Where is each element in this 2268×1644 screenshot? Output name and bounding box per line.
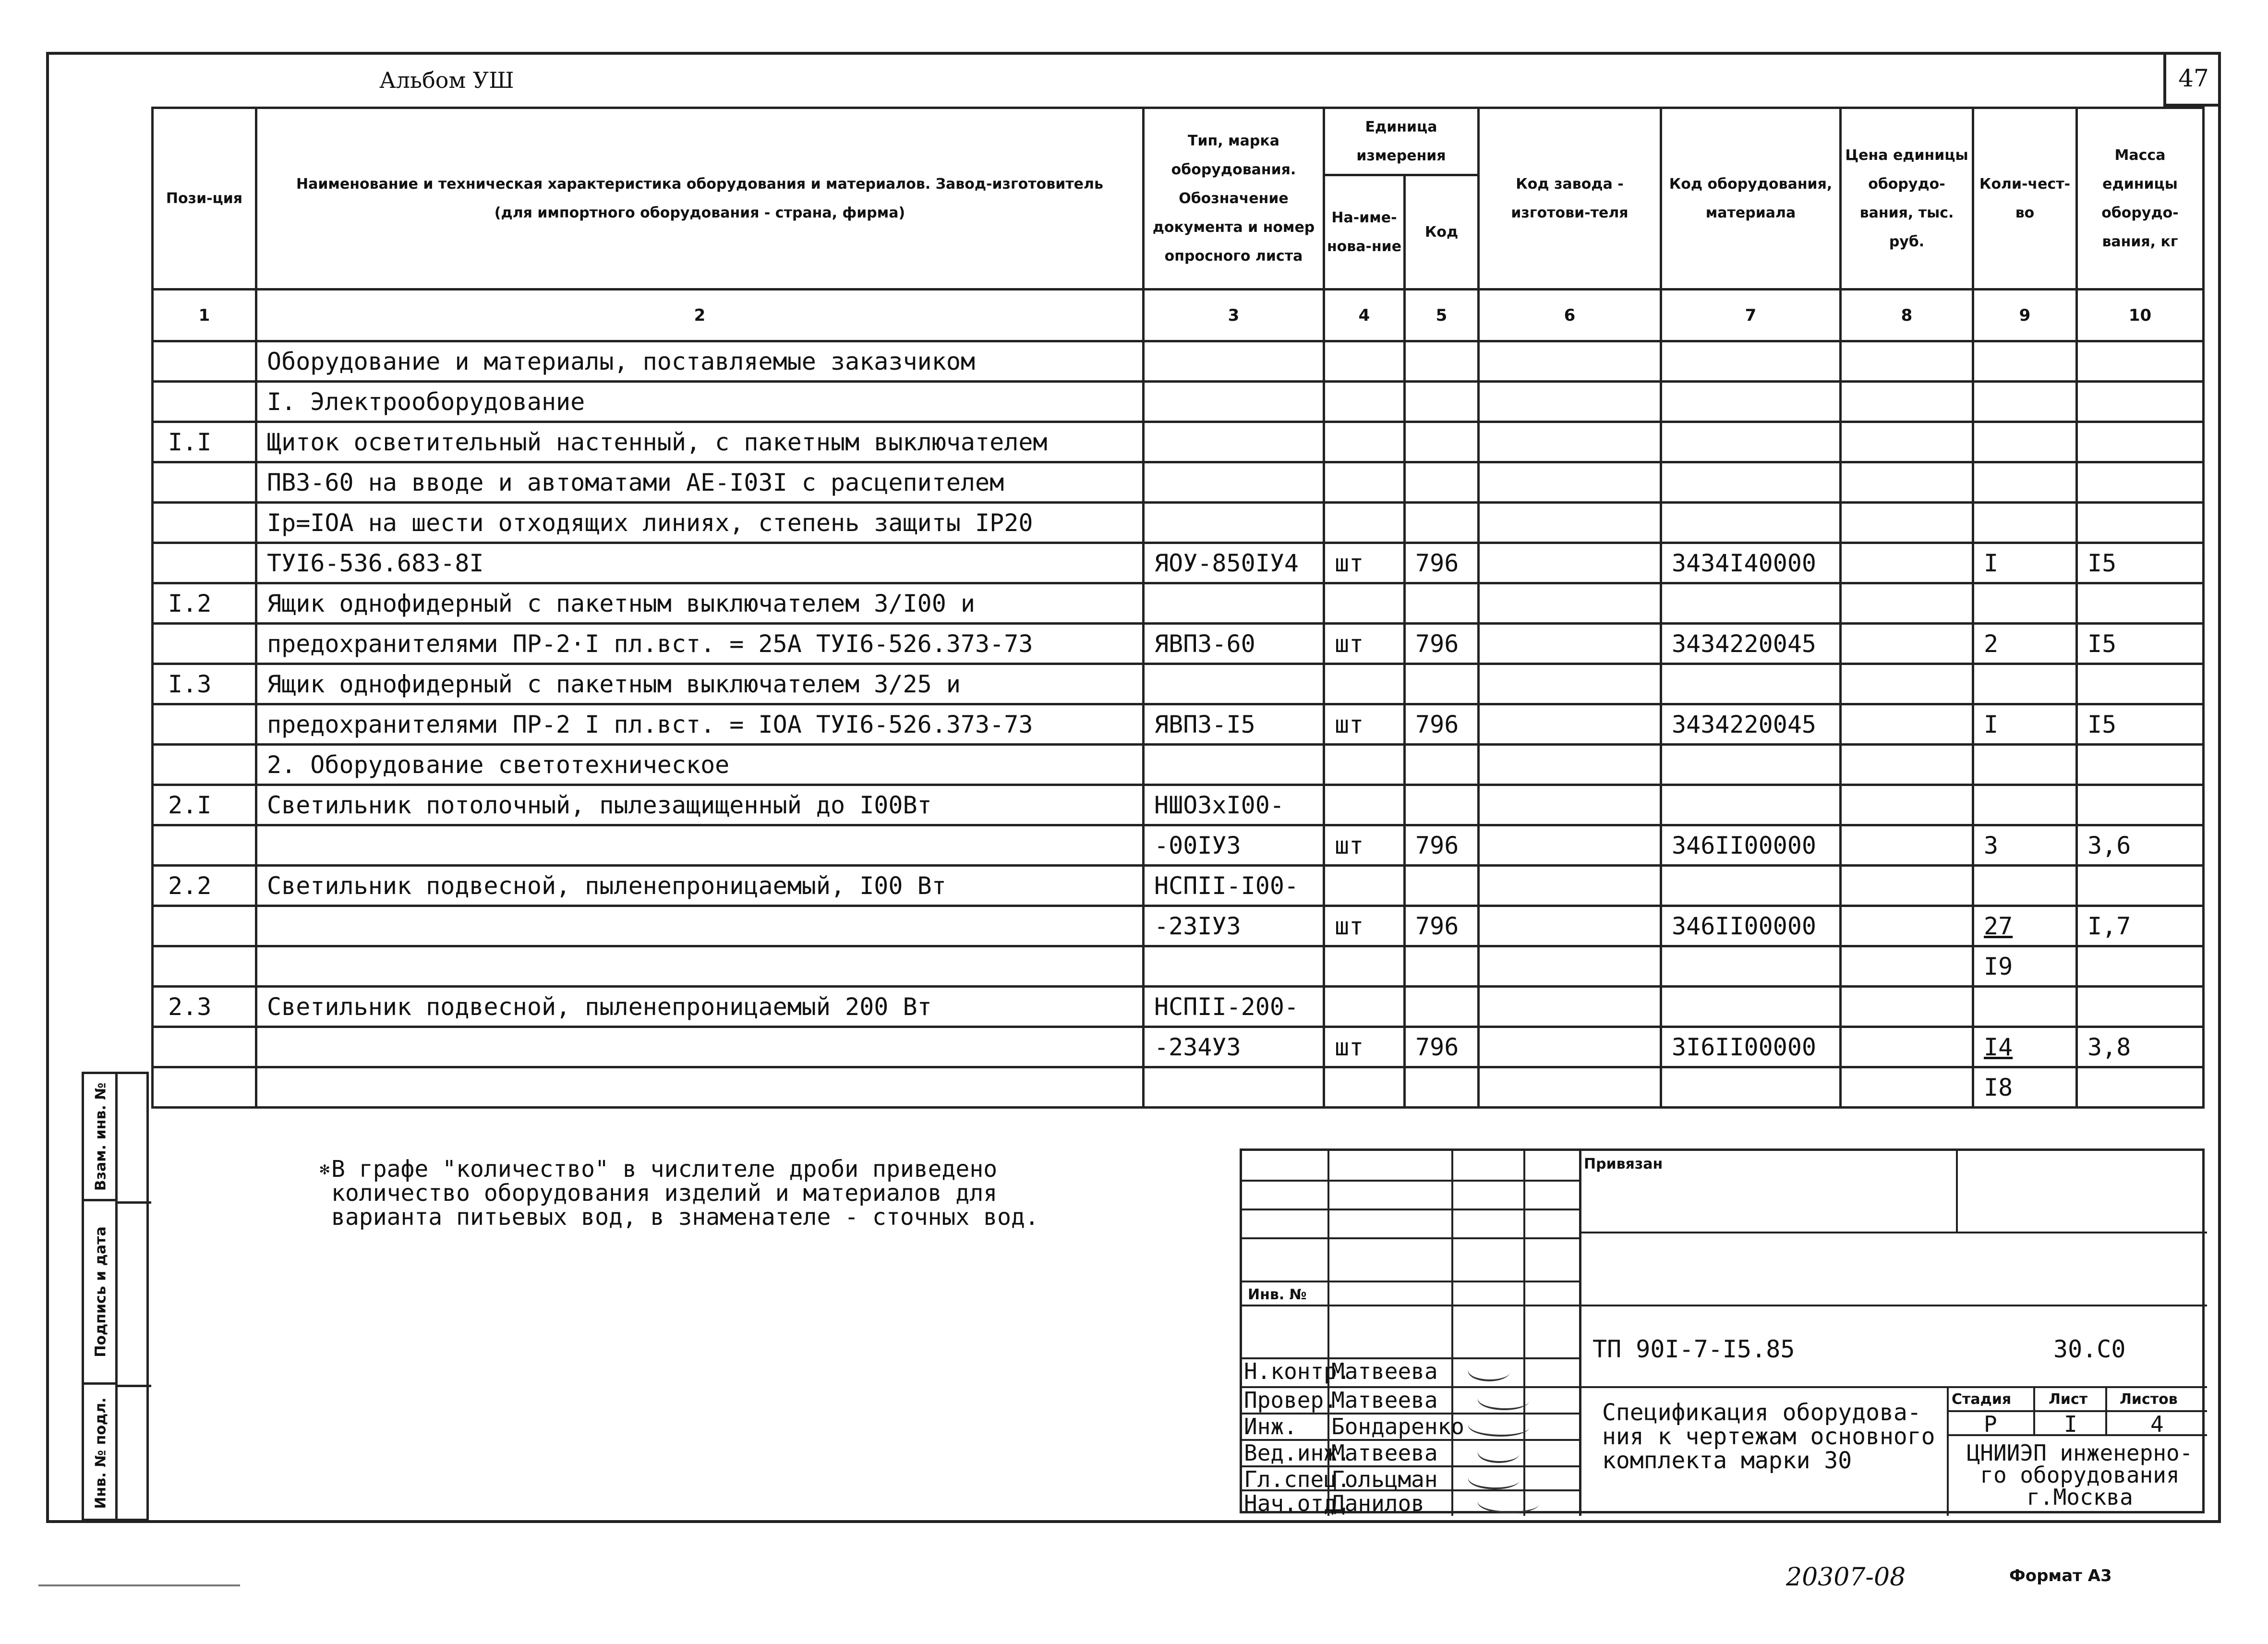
header-factory-code: Код завода - изготови-теля — [1479, 108, 1661, 290]
cell-type — [1144, 664, 1324, 704]
cell-mass — [2077, 462, 2204, 503]
header-unit-name: На-име-нова-ние — [1324, 175, 1405, 290]
table-row — [153, 583, 2204, 624]
cell-mass — [2077, 946, 2204, 987]
cell-price — [1841, 704, 1973, 745]
cell-quantity — [1973, 503, 2077, 543]
cell-mass — [2077, 503, 2204, 543]
table-row — [153, 664, 2204, 704]
cell-factory-code — [1479, 704, 1661, 745]
cell-quantity: I4 — [1973, 1027, 2077, 1067]
cell-factory-code — [1479, 825, 1661, 866]
cell-position: 2.3 — [153, 987, 256, 1027]
cell-mass: I5 — [2077, 543, 2204, 583]
cell-factory-code — [1479, 1067, 1661, 1108]
cell-factory-code — [1479, 382, 1661, 422]
table-row — [153, 745, 2204, 785]
cell-name: Ящик однофидерный с пакетным выключателем 3/I00 и — [256, 583, 1144, 624]
cell-unit: шт — [1324, 906, 1405, 946]
stage-value: Р — [1984, 1411, 1997, 1437]
cell-factory-code — [1479, 664, 1661, 704]
cell-unit — [1324, 462, 1405, 503]
cell-price — [1841, 866, 1973, 906]
column-number: 10 — [2077, 290, 2204, 341]
archive-number: 20307-08 — [1786, 1563, 1906, 1592]
signature-mark — [1473, 1442, 1524, 1463]
cell-factory-code — [1479, 785, 1661, 825]
cell-name — [256, 1067, 1144, 1108]
bottom-rule — [38, 1584, 240, 1586]
stage-header: Стадия — [1952, 1391, 2012, 1408]
cell-unit — [1324, 987, 1405, 1027]
header-unit: Единица измерения — [1324, 108, 1479, 175]
table-row — [153, 987, 2204, 1027]
cell-equipment-code — [1661, 583, 1841, 624]
signature-mark — [1464, 1360, 1515, 1381]
cell-mass — [2077, 745, 2204, 785]
cell-position — [153, 704, 256, 745]
cell-position — [153, 341, 256, 382]
cell-mass — [2077, 583, 2204, 624]
cell-type — [1144, 462, 1324, 503]
cell-type: -234У3 — [1144, 1027, 1324, 1067]
role-name: Матвеева — [1331, 1440, 1438, 1466]
cell-type: ЯВПЗ-I5 — [1144, 704, 1324, 745]
page-number: 47 — [2163, 52, 2221, 107]
cell-unit-code — [1405, 664, 1479, 704]
cell-mass: I5 — [2077, 624, 2204, 664]
cell-position: 2.2 — [153, 866, 256, 906]
cell-position — [153, 906, 256, 946]
header-unit-code: Код — [1405, 175, 1479, 290]
cell-position: I.2 — [153, 583, 256, 624]
table-row — [153, 906, 2204, 946]
cell-unit-code — [1405, 341, 1479, 382]
cell-equipment-code — [1661, 1067, 1841, 1108]
table-row — [153, 866, 2204, 906]
cell-mass — [2077, 987, 2204, 1027]
cell-type — [1144, 946, 1324, 987]
cell-quantity — [1973, 462, 2077, 503]
cell-unit-code — [1405, 987, 1479, 1027]
role-name: Матвеева — [1331, 1387, 1438, 1413]
role-label: Провер. — [1244, 1387, 1337, 1413]
cell-position — [153, 745, 256, 785]
cell-mass — [2077, 785, 2204, 825]
cell-name: предохранителями ПР-2 I пл.вст. = IОА ТУI6-526.373-73 — [256, 704, 1144, 745]
cell-factory-code — [1479, 624, 1661, 664]
title-block — [1240, 1148, 2205, 1516]
cell-equipment-code: 3434I40000 — [1661, 543, 1841, 583]
role-label: Гл.спец. — [1244, 1466, 1351, 1492]
cell-unit-code — [1405, 745, 1479, 785]
sheets-header: Листов — [2120, 1391, 2178, 1408]
cell-equipment-code: 3434220045 — [1661, 624, 1841, 664]
cell-equipment-code — [1661, 987, 1841, 1027]
cell-equipment-code — [1661, 382, 1841, 422]
side-label-replacement-inv: Взам. инв. № — [84, 1074, 118, 1201]
header-quantity: Коли-чест-во — [1973, 108, 2077, 290]
cell-factory-code — [1479, 745, 1661, 785]
cell-unit-code — [1405, 382, 1479, 422]
header-price: Цена единицы оборудо-вания, тыс. руб. — [1841, 108, 1973, 290]
signature-mark — [1473, 1492, 1544, 1513]
cell-equipment-code — [1661, 422, 1841, 462]
cell-unit-code — [1405, 583, 1479, 624]
cell-quantity — [1973, 785, 2077, 825]
role-name: Данилов — [1331, 1490, 1424, 1516]
cell-quantity — [1973, 987, 2077, 1027]
table-row — [153, 382, 2204, 422]
cell-name: ПВЗ-60 на вводе и автоматами АЕ-I03I с расцепителем — [256, 462, 1144, 503]
table-row — [153, 825, 2204, 866]
cell-price — [1841, 906, 1973, 946]
sheet-code: 30.С0 — [2053, 1335, 2126, 1363]
role-name: Бондаренко — [1331, 1414, 1464, 1439]
cell-position — [153, 503, 256, 543]
specification-table — [151, 107, 2205, 1109]
cell-quantity: 2 — [1973, 624, 2077, 664]
cell-quantity: I — [1973, 543, 2077, 583]
role-name: Гольцман — [1331, 1466, 1438, 1492]
cell-factory-code — [1479, 503, 1661, 543]
side-strip — [82, 1072, 149, 1521]
cell-type — [1144, 583, 1324, 624]
cell-mass: 3,8 — [2077, 1027, 2204, 1067]
document-code: ТП 90I-7-I5.85 — [1592, 1335, 1795, 1363]
cell-unit-code: 796 — [1405, 825, 1479, 866]
cell-equipment-code — [1661, 946, 1841, 987]
table-row — [153, 1027, 2204, 1067]
column-number: 5 — [1405, 290, 1479, 341]
cell-quantity: I — [1973, 704, 2077, 745]
cell-mass: I5 — [2077, 704, 2204, 745]
cell-quantity — [1973, 664, 2077, 704]
cell-name: I. Электрооборудование — [256, 382, 1144, 422]
cell-unit-code: 796 — [1405, 1027, 1479, 1067]
cell-factory-code — [1479, 946, 1661, 987]
cell-unit: шт — [1324, 543, 1405, 583]
column-number: 3 — [1144, 290, 1324, 341]
header-equipment-code: Код оборудования, материала — [1661, 108, 1841, 290]
column-number: 2 — [256, 290, 1144, 341]
cell-position — [153, 624, 256, 664]
role-label: Нач.отд. — [1244, 1490, 1351, 1516]
cell-position — [153, 462, 256, 503]
cell-type: -00IУ3 — [1144, 825, 1324, 866]
cell-price — [1841, 341, 1973, 382]
cell-position — [153, 1027, 256, 1067]
cell-unit-code — [1405, 462, 1479, 503]
role-label: Вед.инж. — [1244, 1440, 1351, 1466]
cell-name: Светильник подвесной, пыленепроницаемый 200 Вт — [256, 987, 1144, 1027]
cell-position — [153, 825, 256, 866]
table-row — [153, 704, 2204, 745]
inv-no-label: Инв. № — [1248, 1286, 1307, 1303]
cell-type — [1144, 1067, 1324, 1108]
cell-factory-code — [1479, 341, 1661, 382]
header-name: Наименование и техническая характеристика оборудования и материалов. Завод-изготовитель (для импортного оборудования - страна, фирма) — [256, 108, 1144, 290]
album-label: Альбом УШ — [379, 67, 514, 93]
table-row — [153, 785, 2204, 825]
cell-price — [1841, 785, 1973, 825]
table-row — [153, 543, 2204, 583]
cell-unit — [1324, 341, 1405, 382]
cell-type — [1144, 382, 1324, 422]
cell-price — [1841, 382, 1973, 422]
cell-factory-code — [1479, 987, 1661, 1027]
role-label: Инж. — [1244, 1414, 1297, 1439]
cell-unit: шт — [1324, 704, 1405, 745]
cell-type — [1144, 503, 1324, 543]
column-number: 1 — [153, 290, 256, 341]
cell-mass — [2077, 1067, 2204, 1108]
cell-equipment-code — [1661, 664, 1841, 704]
cell-mass: 3,6 — [2077, 825, 2204, 866]
cell-position — [153, 1067, 256, 1108]
format-label: Формат А3 — [2009, 1566, 2112, 1585]
cell-position — [153, 946, 256, 987]
cell-quantity — [1973, 341, 2077, 382]
document-title: Спецификация оборудова- ния к чертежам основного комплекта марки 30 — [1602, 1399, 1935, 1474]
cell-price — [1841, 462, 1973, 503]
privyazan-label: Привязан — [1584, 1156, 1663, 1173]
cell-price — [1841, 1027, 1973, 1067]
cell-factory-code — [1479, 422, 1661, 462]
cell-name: 2. Оборудование светотехническое — [256, 745, 1144, 785]
signature-mark — [1464, 1468, 1524, 1489]
cell-name: Ящик однофидерный с пакетным выключателем 3/25 и — [256, 664, 1144, 704]
cell-unit-code — [1405, 866, 1479, 906]
cell-name: предохранителями ПР-2·I пл.вст. = 25А ТУI6-526.373-73 — [256, 624, 1144, 664]
cell-name: Щиток осветительный настенный, с пакетным выключателем — [256, 422, 1144, 462]
cell-mass — [2077, 664, 2204, 704]
cell-unit-code — [1405, 946, 1479, 987]
cell-quantity — [1973, 422, 2077, 462]
cell-type — [1144, 745, 1324, 785]
cell-type: НСПII-200- — [1144, 987, 1324, 1027]
footnote — [320, 1156, 1039, 1231]
cell-unit: шт — [1324, 624, 1405, 664]
cell-unit — [1324, 946, 1405, 987]
cell-price — [1841, 987, 1973, 1027]
cell-equipment-code — [1661, 745, 1841, 785]
cell-quantity — [1973, 745, 2077, 785]
cell-quantity: I8 — [1973, 1067, 2077, 1108]
cell-factory-code — [1479, 1027, 1661, 1067]
cell-price — [1841, 946, 1973, 987]
cell-name: ТУI6-536.683-8I — [256, 543, 1144, 583]
role-name: Матвеева — [1331, 1358, 1438, 1384]
cell-price — [1841, 745, 1973, 785]
cell-name: Оборудование и материалы, поставляемые заказчиком — [256, 341, 1144, 382]
cell-unit-code: 796 — [1405, 624, 1479, 664]
cell-unit-code — [1405, 785, 1479, 825]
cell-quantity: 27 — [1973, 906, 2077, 946]
cell-position: I.3 — [153, 664, 256, 704]
cell-equipment-code — [1661, 866, 1841, 906]
cell-name: Светильник потолочный, пылезащищенный до I00Вт — [256, 785, 1144, 825]
cell-unit — [1324, 422, 1405, 462]
table-row — [153, 341, 2204, 382]
side-label-signature-date: Подпись и дата — [84, 1201, 118, 1385]
organization: ЦНИИЭП инженерно- го оборудования г.Москва — [1966, 1440, 2193, 1510]
cell-mass — [2077, 422, 2204, 462]
cell-unit-code — [1405, 422, 1479, 462]
footnote-line: количество оборудования изделий и материалов для — [331, 1180, 998, 1207]
cell-equipment-code: 346II00000 — [1661, 825, 1841, 866]
column-number: 6 — [1479, 290, 1661, 341]
cell-price — [1841, 422, 1973, 462]
cell-mass — [2077, 341, 2204, 382]
cell-type: НСПII-I00- — [1144, 866, 1324, 906]
cell-unit-code: 796 — [1405, 543, 1479, 583]
cell-position: 2.I — [153, 785, 256, 825]
cell-price — [1841, 503, 1973, 543]
cell-price — [1841, 1067, 1973, 1108]
cell-unit — [1324, 382, 1405, 422]
header-position: Пози-ция — [153, 108, 256, 290]
cell-factory-code — [1479, 906, 1661, 946]
side-label-original-inv: Инв. № подл. — [92, 1397, 109, 1509]
footnote-mark: ✻ — [320, 1160, 330, 1179]
cell-name — [256, 906, 1144, 946]
cell-position — [153, 543, 256, 583]
cell-unit — [1324, 664, 1405, 704]
header-mass: Масса единицы оборудо-вания, кг — [2077, 108, 2204, 290]
header-type: Тип, марка оборудования. Обозначение документа и номер опросного листа — [1144, 108, 1324, 290]
cell-mass — [2077, 866, 2204, 906]
cell-position — [153, 382, 256, 422]
cell-unit — [1324, 1067, 1405, 1108]
cell-unit — [1324, 745, 1405, 785]
cell-price — [1841, 543, 1973, 583]
cell-type: -23IУ3 — [1144, 906, 1324, 946]
cell-quantity — [1973, 583, 2077, 624]
cell-unit — [1324, 785, 1405, 825]
footnote-line: В графе "количество" в числителе дроби приведено — [331, 1156, 998, 1183]
cell-unit: шт — [1324, 1027, 1405, 1067]
cell-price — [1841, 825, 1973, 866]
table-row — [153, 503, 2204, 543]
cell-unit-code: 796 — [1405, 704, 1479, 745]
table-row — [153, 462, 2204, 503]
cell-factory-code — [1479, 543, 1661, 583]
column-number: 8 — [1841, 290, 1973, 341]
cell-name — [256, 825, 1144, 866]
column-number: 9 — [1973, 290, 2077, 341]
column-number: 7 — [1661, 290, 1841, 341]
role-label: Н.контр. — [1244, 1358, 1351, 1384]
cell-type: НШО3хI00- — [1144, 785, 1324, 825]
cell-unit — [1324, 583, 1405, 624]
cell-factory-code — [1479, 462, 1661, 503]
cell-name: Светильник подвесной, пыленепроницаемый, I00 Вт — [256, 866, 1144, 906]
cell-mass — [2077, 382, 2204, 422]
cell-unit-code — [1405, 1067, 1479, 1108]
cell-mass: I,7 — [2077, 906, 2204, 946]
cell-equipment-code — [1661, 785, 1841, 825]
cell-equipment-code — [1661, 503, 1841, 543]
cell-unit-code — [1405, 503, 1479, 543]
cell-name: Iр=IОА на шести отходящих линиях, степень защиты IP20 — [256, 503, 1144, 543]
cell-quantity: I9 — [1973, 946, 2077, 987]
cell-price — [1841, 583, 1973, 624]
footnote-line: варианта питьевых вод, в знаменателе - сточных вод. — [331, 1204, 1039, 1231]
cell-type: ЯОУ-850IУ4 — [1144, 543, 1324, 583]
cell-unit-code: 796 — [1405, 906, 1479, 946]
cell-equipment-code — [1661, 341, 1841, 382]
cell-type — [1144, 341, 1324, 382]
cell-price — [1841, 624, 1973, 664]
cell-type: ЯВПЗ-60 — [1144, 624, 1324, 664]
cell-unit: шт — [1324, 825, 1405, 866]
table-row — [153, 422, 2204, 462]
table-row — [153, 1067, 2204, 1108]
column-number: 4 — [1324, 290, 1405, 341]
cell-equipment-code: 3I6II00000 — [1661, 1027, 1841, 1067]
cell-type — [1144, 422, 1324, 462]
cell-equipment-code: 346II00000 — [1661, 906, 1841, 946]
sheet-header: Лист — [2049, 1391, 2088, 1408]
sheet-value: I — [2064, 1411, 2077, 1437]
cell-quantity — [1973, 866, 2077, 906]
sheets-value: 4 — [2150, 1411, 2164, 1437]
cell-equipment-code: 3434220045 — [1661, 704, 1841, 745]
cell-quantity — [1973, 382, 2077, 422]
cell-price — [1841, 664, 1973, 704]
cell-unit — [1324, 503, 1405, 543]
cell-name — [256, 1027, 1144, 1067]
cell-name — [256, 946, 1144, 987]
table-row — [153, 946, 2204, 987]
table-row — [153, 624, 2204, 664]
cell-position: I.I — [153, 422, 256, 462]
cell-unit — [1324, 866, 1405, 906]
cell-factory-code — [1479, 866, 1661, 906]
cell-quantity: 3 — [1973, 825, 2077, 866]
column-number-row — [153, 290, 2204, 341]
cell-equipment-code — [1661, 462, 1841, 503]
cell-factory-code — [1479, 583, 1661, 624]
